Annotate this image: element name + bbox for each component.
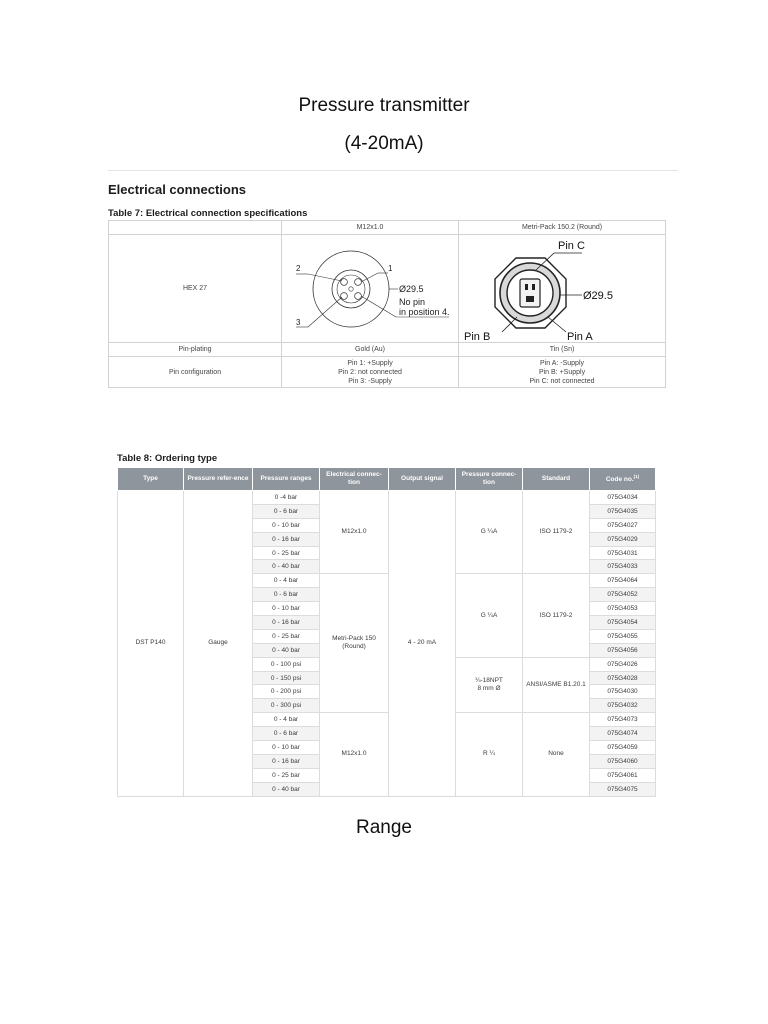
code-cell: 075G4027 xyxy=(590,518,656,532)
ordering-type-table xyxy=(117,467,656,797)
pressure-range-cell: 0 - 16 bar xyxy=(253,754,320,768)
document-title: Pressure transmitter xyxy=(298,95,470,116)
table7-caption: Table 7: Electrical connection specifications xyxy=(108,208,308,219)
t7-row-hex: HEX 27 xyxy=(109,235,282,343)
m12-note-line2: in position 4. xyxy=(399,306,450,317)
header-standard: Standard xyxy=(523,468,590,491)
code-cell: 075G4064 xyxy=(590,574,656,588)
t7-header-m12: M12x1.0 xyxy=(282,221,459,235)
plating-m12: Gold (Au) xyxy=(282,343,459,357)
config-metripack-line: Pin C: not connected xyxy=(529,377,595,385)
divider xyxy=(108,170,678,171)
type-cell: DST P140 xyxy=(118,491,184,797)
m12-diameter-label: Ø29.5 xyxy=(399,283,424,294)
pressure-range-cell: 0 - 10 bar xyxy=(253,518,320,532)
pressure-connection-group-2: G ¼A xyxy=(456,574,523,657)
metripack-pin-b-label: Pin B xyxy=(464,330,491,341)
header-code-no xyxy=(590,468,656,491)
document-subtitle: (4-20mA) xyxy=(344,133,424,154)
m12-connector-icon xyxy=(284,237,456,341)
pressure-range-cell: 0 -4 bar xyxy=(253,491,320,505)
pressure-range-cell: 0 - 6 bar xyxy=(253,504,320,518)
pressure-range-cell: 0 - 6 bar xyxy=(253,727,320,741)
pressure-range-cell: 0 - 4 bar xyxy=(253,574,320,588)
t7-header-blank xyxy=(109,221,282,235)
code-cell: 075G4035 xyxy=(590,504,656,518)
pressure-range-cell: 0 - 100 psi xyxy=(253,657,320,671)
m12-note-line1: No pin xyxy=(399,296,426,307)
header-pressure-reference: Pressure refer-ence xyxy=(184,468,253,491)
config-metripack-line: Pin A: -Supply xyxy=(540,359,584,367)
code-cell: 075G4073 xyxy=(590,713,656,727)
pressure-range-cell: 0 - 16 bar xyxy=(253,532,320,546)
m12-pin3-label: 3 xyxy=(296,317,301,327)
reference-cell: Gauge xyxy=(184,491,253,797)
code-cell: 075G4026 xyxy=(590,657,656,671)
electrical-group-2-3: Metri-Pack 150 (Round) xyxy=(320,574,389,713)
table8-caption: Table 8: Ordering type xyxy=(117,453,218,464)
pressure-range-cell: 0 - 25 bar xyxy=(253,546,320,560)
m12-pin1-label: 1 xyxy=(388,263,393,273)
metripack-pin-a-label: Pin A xyxy=(567,330,593,341)
metripack-pin-c-label: Pin C xyxy=(558,239,585,252)
plating-metripack: Tin (Sn) xyxy=(459,343,666,357)
m12-connector-drawing xyxy=(282,235,459,343)
pressure-range-cell: 0 - 4 bar xyxy=(253,713,320,727)
electrical-group-4: M12x1.0 xyxy=(320,713,389,796)
pressure-connection-group-3 xyxy=(456,657,523,713)
code-cell: 075G4030 xyxy=(590,685,656,699)
header-electrical-connection: Electrical connec-tion xyxy=(320,468,389,491)
pressure-range-cell: 0 - 40 bar xyxy=(253,560,320,574)
pressure-range-cell: 0 - 40 bar xyxy=(253,782,320,796)
m12-pin2-label: 2 xyxy=(296,263,301,273)
config-m12-line: Pin 2: not connected xyxy=(338,368,402,376)
standard-group-3: ANSI/ASME B1.20.1 xyxy=(523,657,590,713)
config-metripack xyxy=(459,357,666,388)
config-m12 xyxy=(282,357,459,388)
header-type: Type xyxy=(118,468,184,491)
code-cell: 075G4031 xyxy=(590,546,656,560)
standard-group-2: ISO 1179-2 xyxy=(523,574,590,657)
pressure-connection-line: 8 mm Ø xyxy=(477,684,501,692)
t7-row-config: Pin configuration xyxy=(109,357,282,388)
pressure-range-cell: 0 - 10 bar xyxy=(253,741,320,755)
code-cell: 075G4059 xyxy=(590,741,656,755)
config-m12-line: Pin 1: +Supply xyxy=(347,359,393,367)
output-signal-cell: 4 - 20 mA xyxy=(389,491,456,797)
electrical-group-1: M12x1.0 xyxy=(320,491,389,574)
range-caption: Range xyxy=(356,817,412,838)
code-cell: 075G4074 xyxy=(590,727,656,741)
standard-group-4: None xyxy=(523,713,590,796)
code-cell: 075G4054 xyxy=(590,616,656,630)
config-metripack-line: Pin B: +Supply xyxy=(538,368,586,376)
standard-group-1: ISO 1179-2 xyxy=(523,491,590,574)
code-cell: 075G4056 xyxy=(590,643,656,657)
pressure-connection-line: ¼-18NPT xyxy=(475,676,503,684)
code-cell: 075G4034 xyxy=(590,491,656,505)
pressure-range-cell: 0 - 25 bar xyxy=(253,629,320,643)
t7-row-plating: Pin-plating xyxy=(109,343,282,357)
code-cell: 075G4033 xyxy=(590,560,656,574)
header-code-footnote: (1) xyxy=(633,474,640,480)
code-cell: 075G4052 xyxy=(590,588,656,602)
code-cell: 075G4055 xyxy=(590,629,656,643)
header-output-signal: Output signal xyxy=(389,468,456,491)
code-cell: 075G4028 xyxy=(590,671,656,685)
code-cell: 075G4032 xyxy=(590,699,656,713)
pressure-range-cell: 0 - 200 psi xyxy=(253,685,320,699)
header-pressure-connection: Pressure connec-tion xyxy=(456,468,523,491)
header-code-no-label: Code no. xyxy=(605,476,634,484)
pressure-range-cell: 0 - 25 bar xyxy=(253,768,320,782)
pressure-range-cell: 0 - 10 bar xyxy=(253,602,320,616)
metripack-connector-drawing xyxy=(459,235,666,343)
code-cell: 075G4060 xyxy=(590,754,656,768)
pressure-range-cell: 0 - 16 bar xyxy=(253,616,320,630)
pressure-connection-group-4: R ¼ xyxy=(456,713,523,796)
metripack-connector-icon xyxy=(462,237,662,341)
pressure-range-cell: 0 - 150 psi xyxy=(253,671,320,685)
pressure-range-cell: 0 - 6 bar xyxy=(253,588,320,602)
code-cell: 075G4053 xyxy=(590,602,656,616)
code-cell: 075G4075 xyxy=(590,782,656,796)
config-m12-line: Pin 3: -Supply xyxy=(348,377,392,385)
electrical-connection-table xyxy=(108,220,666,388)
metripack-diameter-label: Ø29.5 xyxy=(583,289,613,302)
code-cell: 075G4061 xyxy=(590,768,656,782)
pressure-range-cell: 0 - 300 psi xyxy=(253,699,320,713)
code-cell: 075G4029 xyxy=(590,532,656,546)
section-heading: Electrical connections xyxy=(108,182,246,197)
t7-header-metripack: Metri-Pack 150.2 (Round) xyxy=(459,221,666,235)
header-pressure-ranges: Pressure ranges xyxy=(253,468,320,491)
pressure-connection-group-1: G ¼A xyxy=(456,491,523,574)
pressure-range-cell: 0 - 40 bar xyxy=(253,643,320,657)
